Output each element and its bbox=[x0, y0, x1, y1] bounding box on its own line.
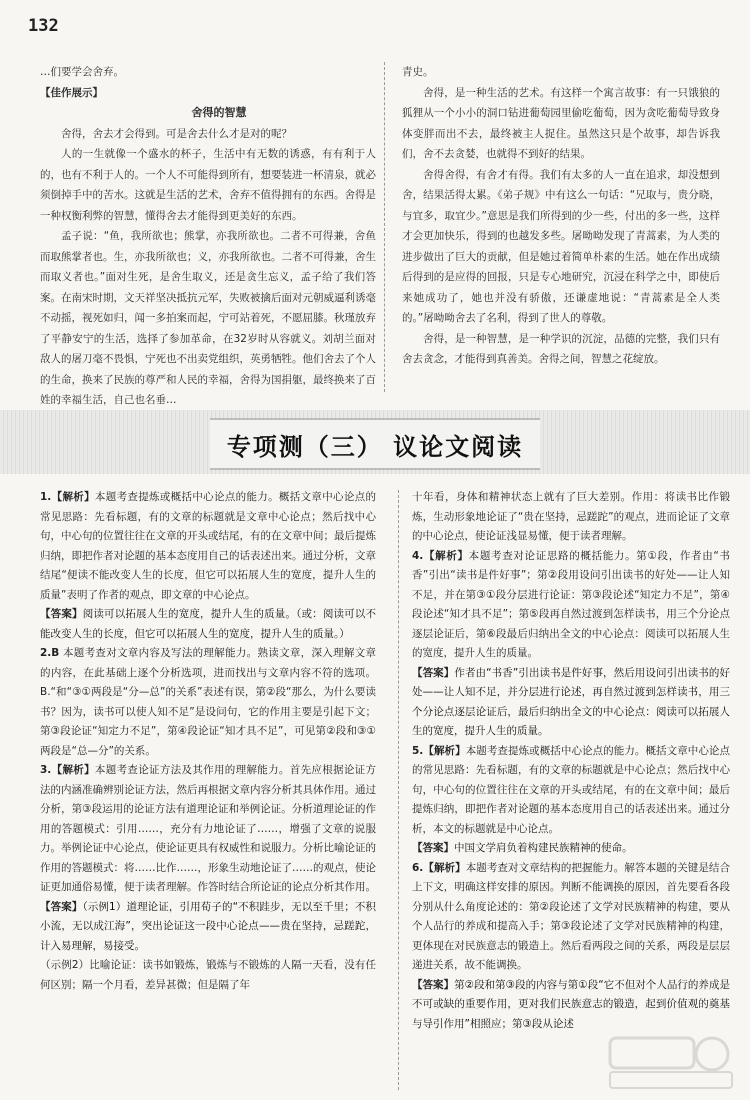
answer-tag: 【答案】 bbox=[40, 608, 83, 620]
column-divider bbox=[384, 62, 385, 392]
banner-box bbox=[210, 418, 540, 470]
section-tag-label: 【佳作展示】 bbox=[40, 86, 103, 99]
analysis-text: 本题考查对文章结构的把握能力。解答本题的关键是结合上下文，明确这样安排的原因。判断不能调换的原因，首先要看各段分别从什么角度论述的：第②段论述了文学对民族精神的构建，要从个人品行的养成和提高入手；第③段论述了文学对民族精神的构建，更体现在对民族意志的锻造上。然后看两段之间的关系，两段是层层递进关系，故不能调换。 bbox=[412, 861, 731, 971]
opening-line: …们要学会舍弃。 bbox=[40, 66, 124, 78]
answer-item-4 bbox=[412, 547, 730, 742]
answer-item-3-example2 bbox=[40, 956, 376, 995]
answer-tag: 【答案】 bbox=[412, 666, 455, 679]
answer-tag: 【答案】 bbox=[412, 978, 455, 991]
section-banner bbox=[0, 410, 750, 474]
question-number: 3. bbox=[40, 764, 52, 776]
essay-paragraph: 舍得，舍去才会得到。可是舍去什么才是对的呢？ bbox=[61, 127, 292, 140]
question-number: 1. bbox=[40, 491, 52, 503]
question-number: 6. bbox=[412, 861, 424, 874]
essay-left-column bbox=[40, 62, 376, 411]
answer-item-3 bbox=[40, 761, 376, 956]
essay-right-column bbox=[402, 62, 720, 370]
analysis-text: 十年看，身体和精神状态上就有了巨大差别。作用：将读书比作锻炼，生动形象地论证了“贵在坚持，忌蹉跎”的观点，进而论证了文章的中心论点，使论证浅显易懂，便于读者理解。 bbox=[412, 491, 730, 542]
answers-left-column bbox=[40, 488, 376, 995]
analysis-tag: 【解析】 bbox=[423, 861, 466, 874]
answer-item-6 bbox=[412, 859, 730, 1035]
answer-text: 阅读可以拓展人生的宽度，提升人生的质量。（或：阅读可以不能改变人生的长度，但它可以拓展人生的宽度，提升人生的质量。） bbox=[40, 608, 377, 640]
analysis-tag: 【解析】 bbox=[51, 491, 95, 503]
page-number: 132 bbox=[28, 16, 59, 36]
answer-item-3-cont bbox=[412, 488, 730, 547]
analysis-tag: 【解析】 bbox=[423, 744, 466, 757]
question-number: 4. bbox=[412, 549, 424, 562]
analysis-text: 本题考查对论证思路的概括能力。第①段，作者由“书香”引出“读书是件好事”；第②段用设问引出读书的好处——让人知不足，并在第③①段分层进行论证：第③段论述“知定力不足”，第④段论述“知才具不足”；第⑤段再自然过渡到怎样读书，用三个分论点逐层论证后，第⑥段最后归纳出全文的中心论点：阅读可以拓展人生的宽度，提升人生的质量。 bbox=[412, 549, 731, 659]
essay-paragraph: 青史。 bbox=[402, 66, 434, 78]
answers-section bbox=[40, 488, 730, 1088]
choice-answer: B bbox=[51, 647, 60, 659]
analysis-text: 本题考查论证方法及其作用的理解能力。首先应根据论证方法的内涵准确辨别论证方法，然后再根据文章内容分析其具体作用。通过分析，第③段运用的论证方法有道理论证和举例论证。分析道理论证的作用的答题模式：引用……，充分有力地论证了……，增强了文章的说服力。举例论证中心论点，使论证更具有权威性和说服力。分析比喻论证的作用的答题模式：将……比作……，形象生动地论证了……的观点，使论证更加通俗易懂，便于读者理解。作答时结合所论证的论点分析其作用。 bbox=[40, 764, 377, 893]
banner-title: 专项测（三） 议论文阅读 bbox=[226, 432, 524, 461]
question-number: 2. bbox=[40, 647, 52, 659]
section-tag bbox=[40, 83, 376, 104]
essay-paragraph: 孟子说：“鱼，我所欲也；熊掌，亦我所欲也。二者不可得兼，舍鱼而取熊掌者也。生，亦我所欲也；义，亦我所欲也。二者不可得兼，舍生而取义者也。”面对生死，是舍生取义，还是贪生忘义，孟子给了我们答案。在南宋时期，文天祥坚决抵抗元军，失败被擒后面对元朝威逼利诱毫不动摇，视死如归，闻一多拍案而起，宁可站着死，不愿屈膝。秋瑾放弃了平静安宁的生活，选择了参加革命，在32岁时从容就义。刘胡兰面对敌人的屠刀毫不畏惧，宁死也不出卖党组织，英勇牺牲。他们舍去了个人的生命，换来了民族的尊严和人民的幸福，舍得为国捐躯，最终换来了百姓的幸福生活，自己也名垂… bbox=[40, 230, 376, 406]
answer-tag: 【答案】 bbox=[40, 900, 83, 913]
answer-text: 作者由“书香”引出读书是件好事，然后用设问引出读书的好处——让人知不足，并分层进行论述，再自然过渡到怎样读书，用三个分论点逐层论证后，最后归纳出全文的中心论点：阅读可以拓展人生的宽度，提升人生的质量。 bbox=[412, 666, 730, 737]
answer-text: 第②段和第③段的内容与第①段“它不但对个人品行的养成是不可或缺的重要作用，更对我们民族意志的锻造，起到价值观的奠基与导引作用”相照应；第③段从论述 bbox=[412, 978, 730, 1030]
essay-paragraph: 人的一生就像一个盛水的杯子，生活中有无数的诱惑，有有利于人的，也有不利于人的。一个人不可能得到所有，想要装进一杯清泉，就必须倒掉手中的苦水。这就是生活的艺术，舍弃不值得拥有的东西。舍得是一种权衡利弊的智慧，懂得舍去才能得到更美好的东西。 bbox=[40, 148, 376, 222]
top-section bbox=[40, 62, 720, 406]
column-divider bbox=[398, 490, 399, 1090]
answers-right-column bbox=[412, 488, 730, 1034]
analysis-text: 本题考查对文章内容及写法的理解能力。熟读文章，深入理解文章的内容，在此基础上逐个分析选项，进而找出与文章内容不符的选项。B.“和“③①两段是“分—总”的关系”表述有误，第②段“那么，为什么要读书？因为，读书可以使人知不足”是设问句，它的作用主要是引起下文；第③段论证“知定力不足”，第④段论证“知才具不足”，可见第②段和③①两段是“总—分”的关系。 bbox=[40, 647, 377, 757]
essay-title: 舍得的智慧 bbox=[191, 106, 247, 119]
analysis-tag: 【解析】 bbox=[51, 764, 95, 776]
essay-paragraph: 舍得舍得，有舍才有得。我们有太多的人一直在追求，却没想到舍，结果活得太累。《弟子规》中有这么一句话：“兄取与，贵分晓，与宜多，取宜少。”意思是我们所得到的少一些，付出的多一些，这样才会更加快乐，得到的也越发多些。屠呦呦发现了青蒿素，为人类的进步做出了巨大的贡献，但是她过着简单朴素的生活。她在作出成绩后得到的是应得的回报，只是专心地研究，沉浸在科学之中，即使后来她成功了，她也并没有骄傲，还谦虚地说：“青蒿素是全人类的。”屠呦呦舍去了名利，得到了世人的尊敬。 bbox=[402, 168, 720, 324]
watermark-logo bbox=[606, 1032, 736, 1092]
analysis-text: 本题考查提炼或概括中心论点的能力。概括文章中心论点的常见思路：先看标题，有的文章的标题就是文章中心论点；然后找中心句，中心句的位置往往在文章的开头或结尾，有的在文章中间；最后提炼归纳，即把作者对论题的基本态度用自己的话表述出来。通过分析，文章结尾“便读不能改变人生的长度，但它可以拓展人生的宽度，提升人生的质量”表明了作者的观点，即文章的中心论点。 bbox=[40, 491, 377, 601]
answer-item-2 bbox=[40, 644, 376, 761]
question-number: 5. bbox=[412, 744, 424, 757]
analysis-text: 本题考查提炼或概括中心论点的能力。概括文章中心论点的常见思路：先看标题，有的文章的标题就是中心论点；然后找中心句，中心句的位置往往在文章的开头或结尾，有的在文章中间；最后提炼归纳，即把作者对论题的基本态度用自己的话表述出来。通过分析，本文的标题就是中心论点。 bbox=[412, 744, 731, 835]
essay-paragraph: 舍得，是一种智慧，是一种学识的沉淀，品德的完整，我们只有舍去贪念，才能得到真善美。舍得之间，智慧之花绽放。 bbox=[402, 332, 720, 365]
analysis-text: （示例2）比喻论证：读书如锻炼，锻炼与不锻炼的人隔一天看，没有任何区别；隔一个月看，差异甚微；但是隔了年 bbox=[40, 959, 376, 991]
answer-text: （示例1）道理论证，引用荀子的“不积跬步，无以至千里；不积小流，无以成江海”，突出论证这一段中心论点——贵在坚持，忌蹉跎，计入易理解，易接受。 bbox=[40, 900, 376, 952]
analysis-tag: 【解析】 bbox=[423, 549, 469, 562]
answer-item-1 bbox=[40, 488, 376, 644]
answer-tag: 【答案】 bbox=[412, 842, 454, 854]
answer-item-5 bbox=[412, 742, 730, 859]
essay-paragraph: 舍得，是一种生活的艺术。有这样一个寓言故事：有一只饿狼的狐狸从一个小小的洞口钻进葡萄园里偷吃葡萄，因为贪吃葡萄导致身体变胖而出不去，最终被主人捉住。虽然这只是个故事，却告诉我们，舍不去贪婪，也就得不到好的结果。 bbox=[402, 86, 720, 160]
answer-text: 中国文学肩负着构建民族精神的使命。 bbox=[454, 842, 633, 854]
